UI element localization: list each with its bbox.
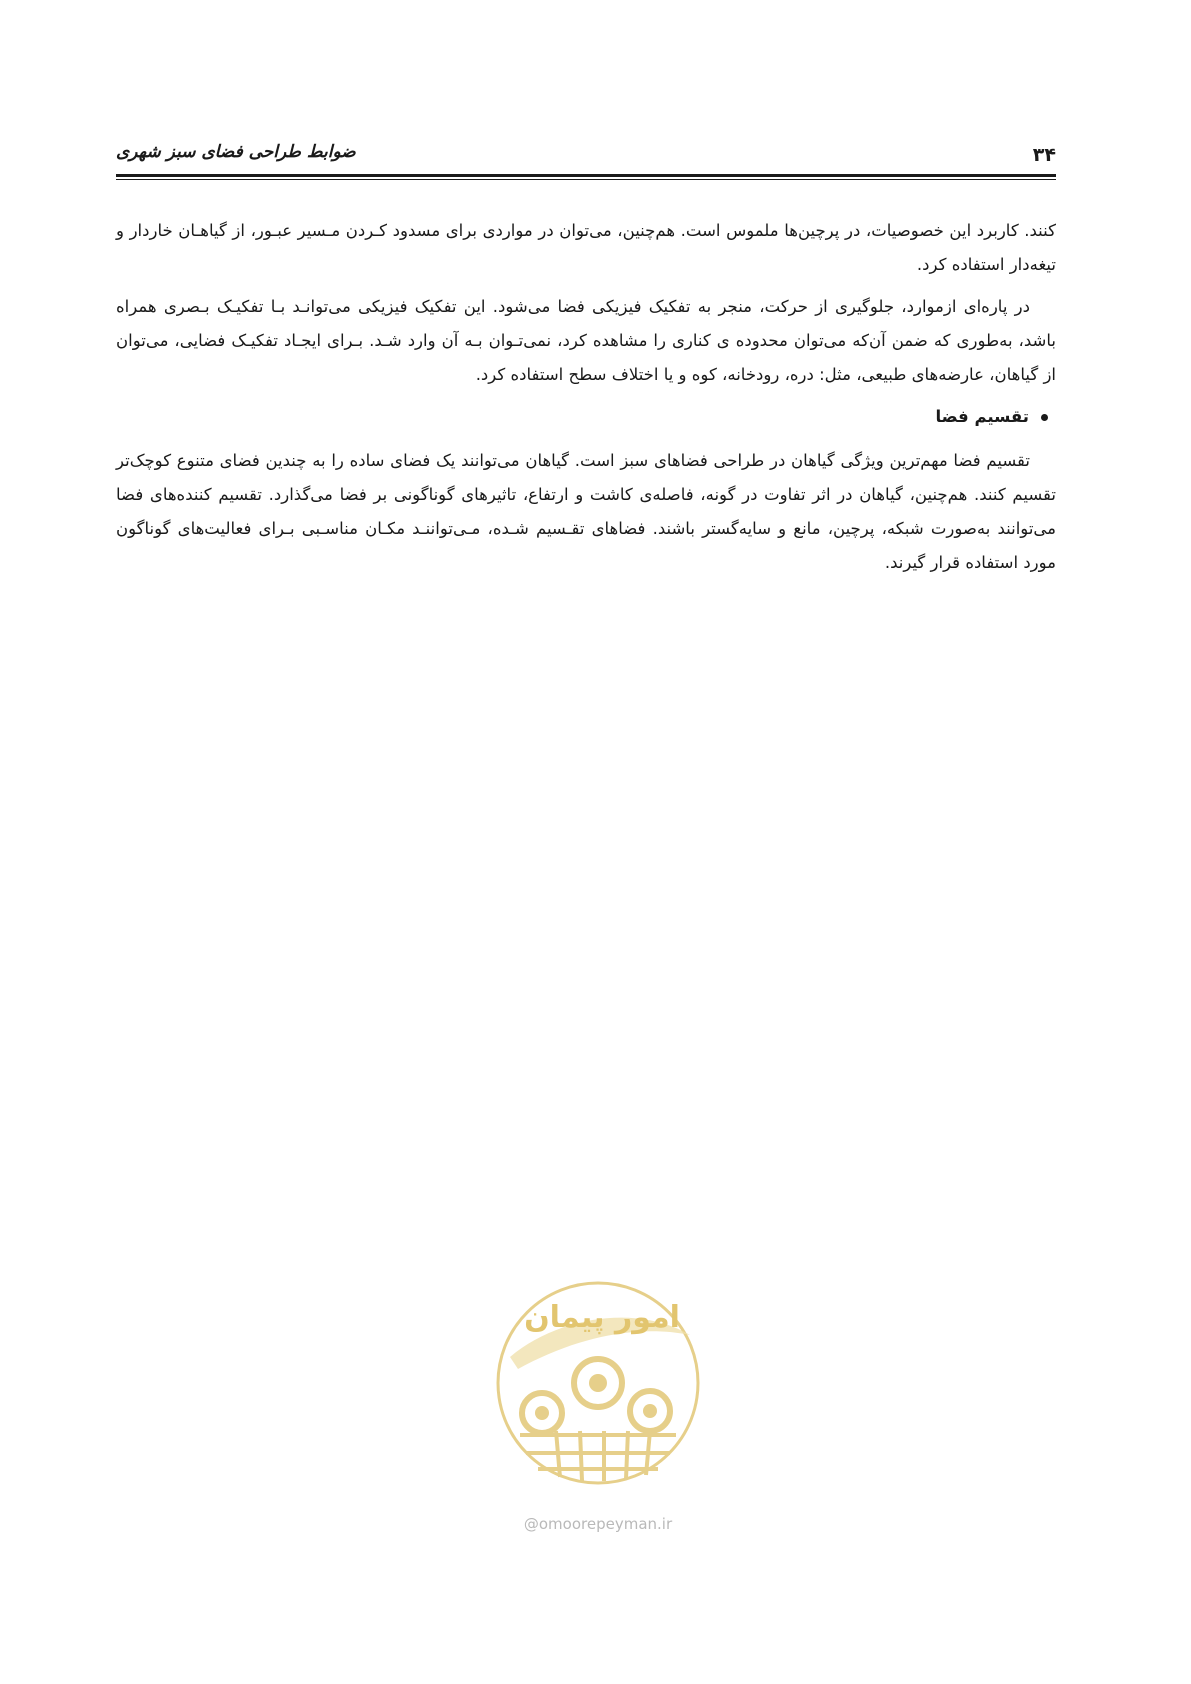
section-heading — [116, 400, 1056, 434]
paragraph-physical-separation: در پاره‌ای ازموارد، جلوگیری از حرکت، منجر به تفکیک فیزیکی فضا می‌شود. این تفکیک فیزیکی می‌توانـد بـا تفکیـک بـصری همراه باشد، به‌طوری که ضمن آن‌که می‌توان محدوده ی کناری را مشاهده کرد، نمی‌تـوان بـه آن وارد شـد. بـرای ایجـاد تفکیـک فضایی، می‌توان از گیاهان، عارضه‌های طبیعی، مثل: دره، رودخانه، کوه و یا اختلاف سطح استفاده کرد. — [116, 297, 1056, 384]
bullet-icon — [1041, 414, 1048, 421]
paragraph-space-division: تقسیم فضا مهم‌ترین ویژگی گیاهان در طراحی فضاهای سبز است. گیاهان می‌توانند یک فضای ساده را به چندین فضای متنوع کوچک‌تر تقسیم کنند. هم‌چنین، گیاهان در اثر تفاوت در گونه، فاصله‌ی کاشت و ارتفاع، تاثیرهای گوناگونی بر فضا می‌گذارد. تقسیم کننده‌های فضا می‌توانند به‌صورت شبکه، پرچین، مانع و سایه‌گستر باشند. فضاهای تقـسیم شـده، مـی‌تواننـد مکـان مناسـبی بـرای فعالیت‌های گوناگون مورد استفاده قرار گیرند. — [116, 451, 1056, 572]
page-header — [116, 138, 1056, 168]
header-rule-thin — [116, 179, 1056, 180]
section-heading-text: تقسیم فضا — [935, 407, 1029, 426]
watermark-seal-icon — [490, 1265, 706, 1505]
watermark-url: @omoorepeyman.ir — [523, 1515, 673, 1533]
header-rule-thick — [116, 174, 1056, 177]
paragraph-continuation: کنند. کاربرد این خصوصیات، در پرچین‌ها ملموس است. هم‌چنین، می‌توان در مواردی برای مسدود کـردن مـسیر عبـور، از گیاهـان خاردار و تیغه‌دار استفاده کرد. — [116, 221, 1056, 274]
page-body — [116, 214, 1056, 588]
watermark-logo — [490, 1265, 706, 1565]
running-title: ضوابط طراحی فضای سبز شهری — [116, 142, 356, 162]
svg-text:امور پیمان: امور پیمان — [524, 1300, 680, 1335]
page-number: ۳۴ — [1032, 144, 1056, 166]
